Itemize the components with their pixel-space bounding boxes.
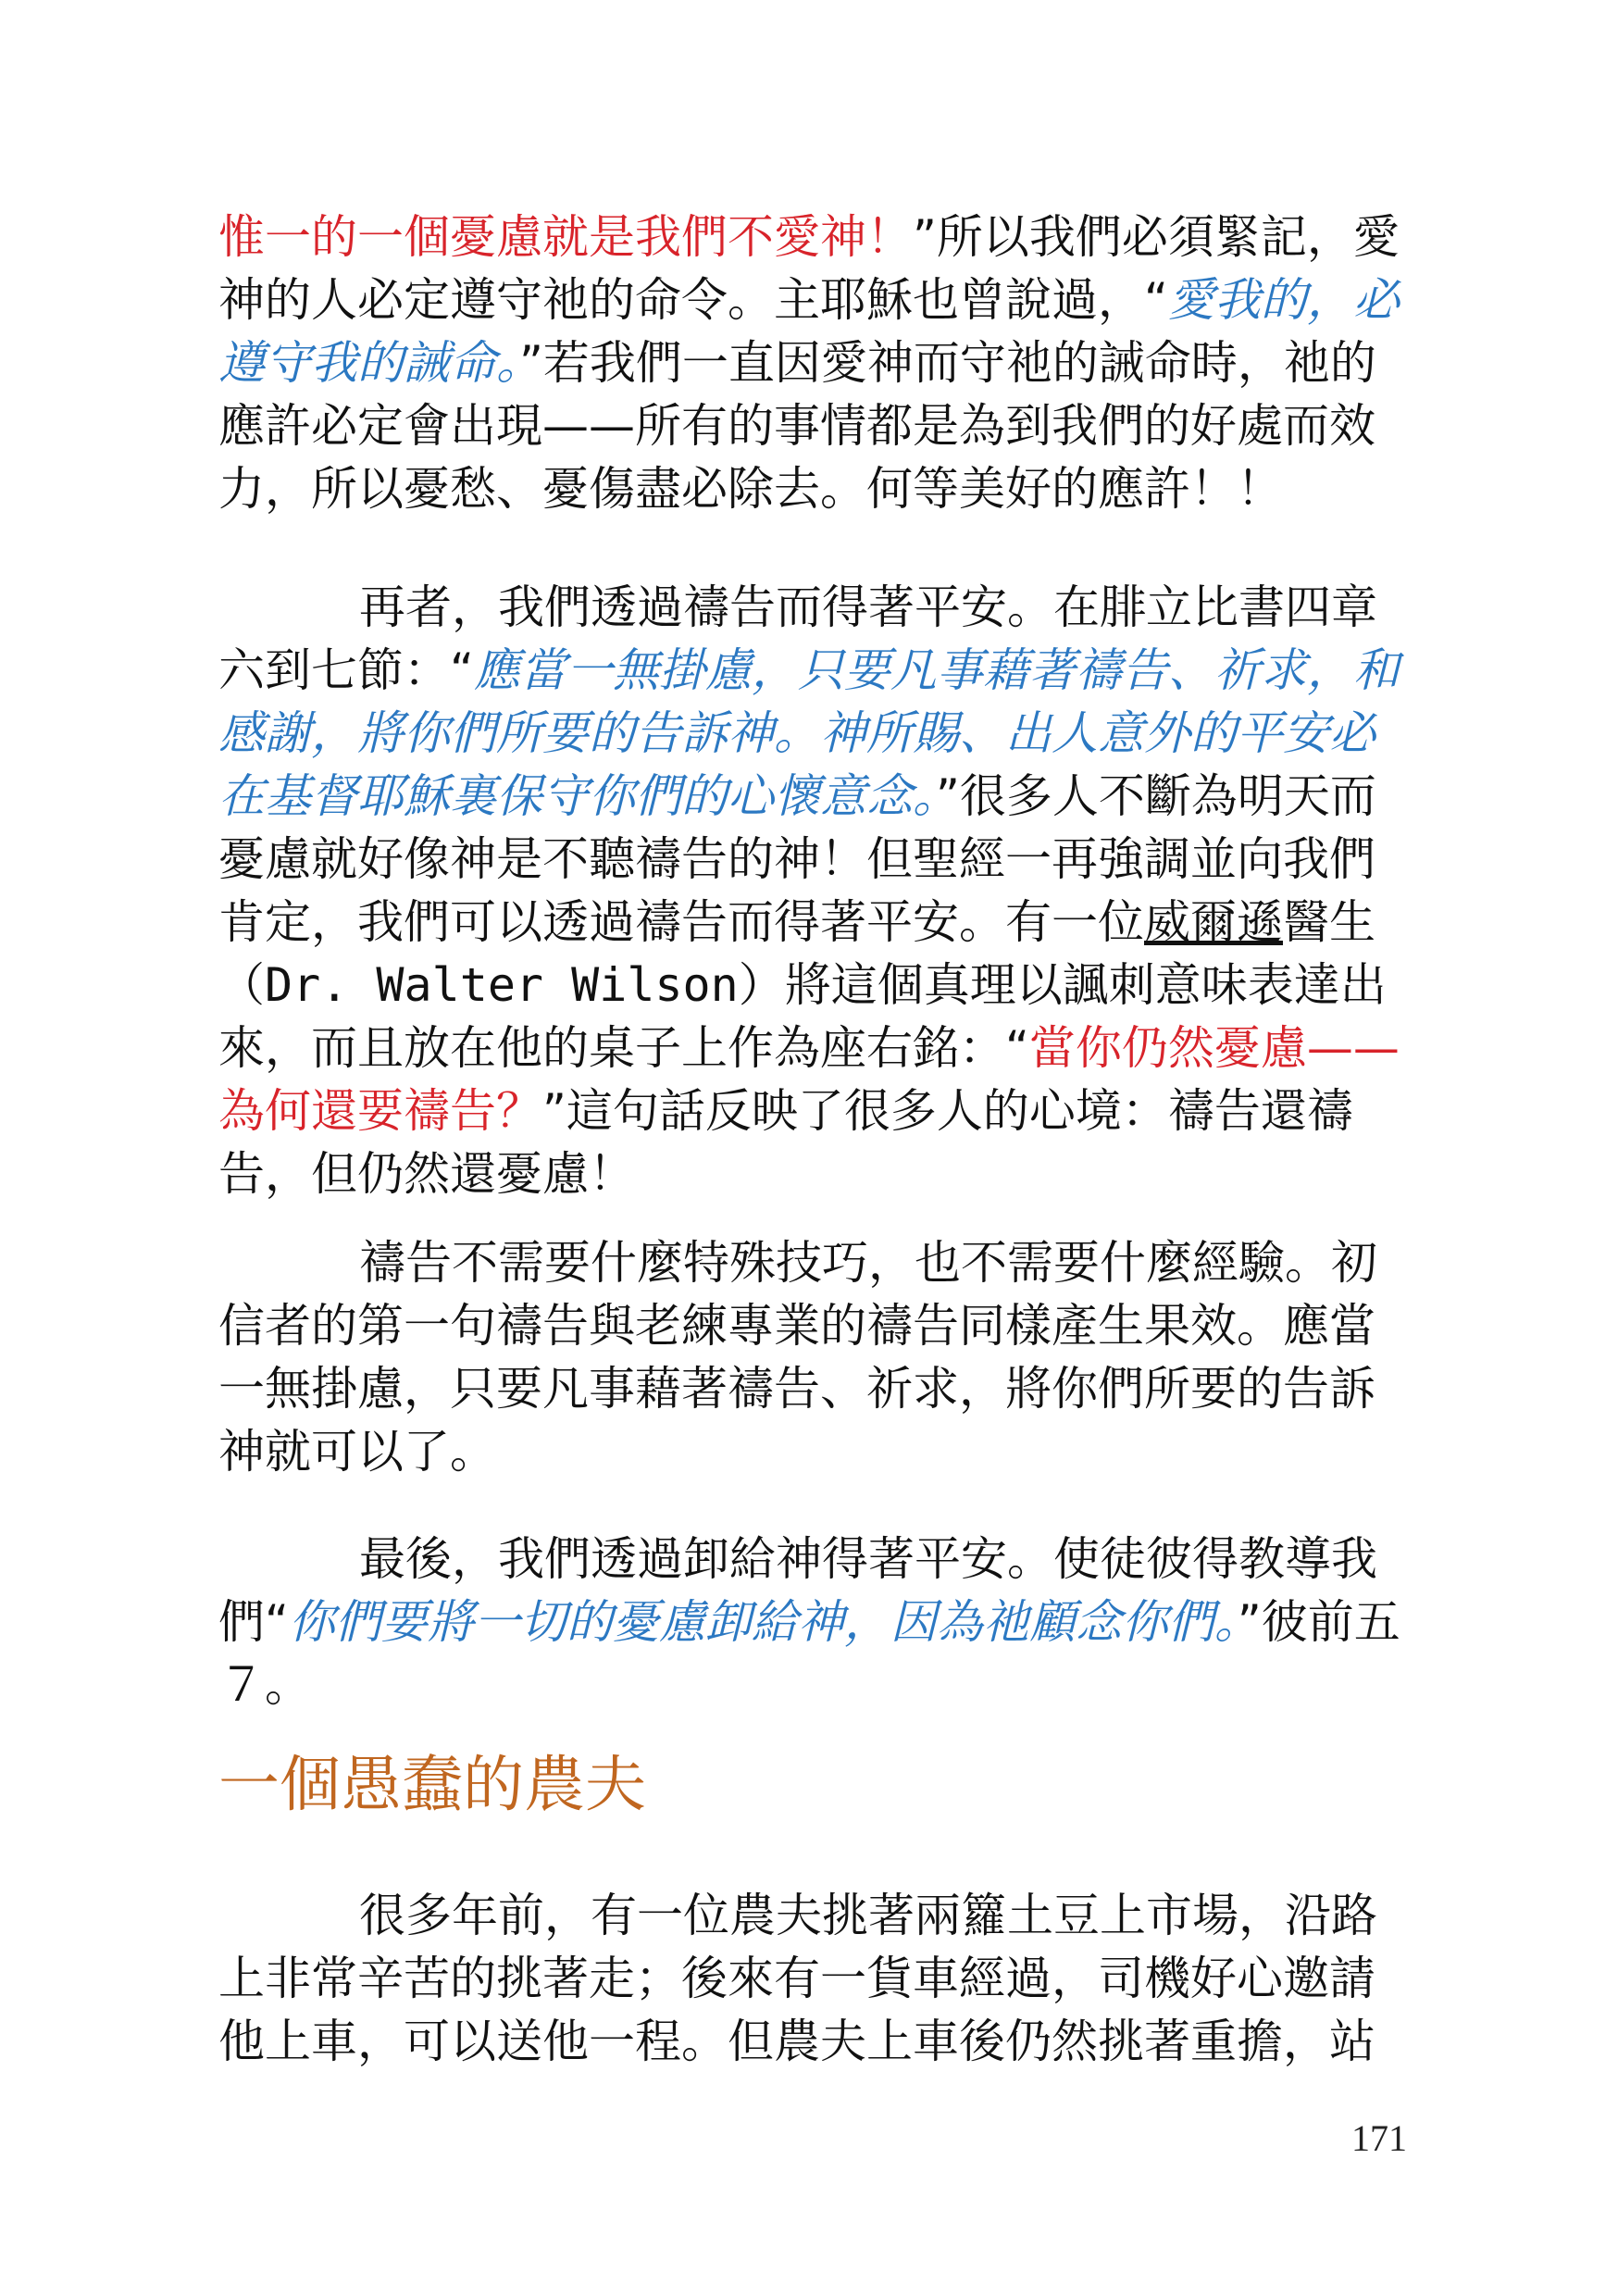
paragraph-text: 禱告不需要什麼特殊技巧，也不需要什麼經驗。初信者的第一句禱告與老練專業的禱告同樣產生果效。應當一無掛慮，只要凡事藉著禱告、祈求，將你們所要的告訴神就可以了。 [218,1236,1377,1479]
paragraph-2 [218,576,1403,1205]
paragraph-text: 最後，我們透過卸給神得著平安。使徒彼得教導我們“ [218,1532,1377,1649]
paragraph-text: ”所以我們必須緊記，愛神的人必定遵守祂的命令。主耶穌也曾說過，“ [218,210,1400,327]
section-heading: 一個愚蠢的農夫 [218,1749,646,1820]
scripture-quote: 愛我的，必遵守我的誡命。 [218,273,1400,390]
paragraph-3 [218,1231,1403,1483]
paragraph-text: 醫生（ [218,895,1375,1012]
paragraph-text: ”若我們一直因愛神而守祂的誡命時，祂的應許必定會出現——所有的事情都是為到我們的好處而效力，所以憂愁、憂傷盡必除去。何等美好的應許！！ [218,336,1376,516]
red-motto: 當你仍然憂慮——為何還要禱告？ [218,1021,1400,1138]
paragraph-text: ）將這個真理以諷刺意味表達出來，而且放在他的桌子上作為座右銘：“ [218,958,1387,1075]
page-number: 171 [1351,2117,1407,2159]
scripture-quote: 應當一無掛慮，只要凡事藉著禱告、祈求，和感謝，將你們所要的告訴神。神所賜、出人意外的平安必在基督耶穌裏保守你們的心懷意念。 [218,643,1400,823]
paragraph-text: ”這句話反映了很多人的心境：禱告還禱告，但仍然還憂慮！ [218,1084,1353,1201]
underlined-name: 威爾遜 [1144,895,1283,949]
scripture-quote: 你們要將一切的憂慮卸給神，因為祂顧念你們。 [288,1595,1238,1649]
english-name: Dr. Walter Wilson [265,958,739,1012]
paragraph-1 [218,206,1403,520]
paragraph-text: 很多年前，有一位農夫挑著兩籮土豆上市場，沿路上非常辛苦的挑著走；後來有一貨車經過，司機好心邀請他上車，可以送他一程。但農夫上車後仍然挑著重擔，站 [218,1889,1377,2068]
paragraph-text: ”彼前五７。 [218,1595,1400,1712]
paragraph-text: ”很多人不斷為明天而憂慮就好像神是不聽禱告的神！但聖經一再強調並向我們肯定，我們可以透過禱告而得著平安。有一位 [218,769,1376,949]
paragraph-text: 再者，我們透過禱告而得著平安。在腓立比書四章六到七節：“ [218,580,1377,697]
paragraph-4 [218,1528,1403,1716]
red-emphasis: 惟一的一個憂慮就是我們不愛神！ [218,210,913,264]
paragraph-5 [218,1884,1403,2073]
